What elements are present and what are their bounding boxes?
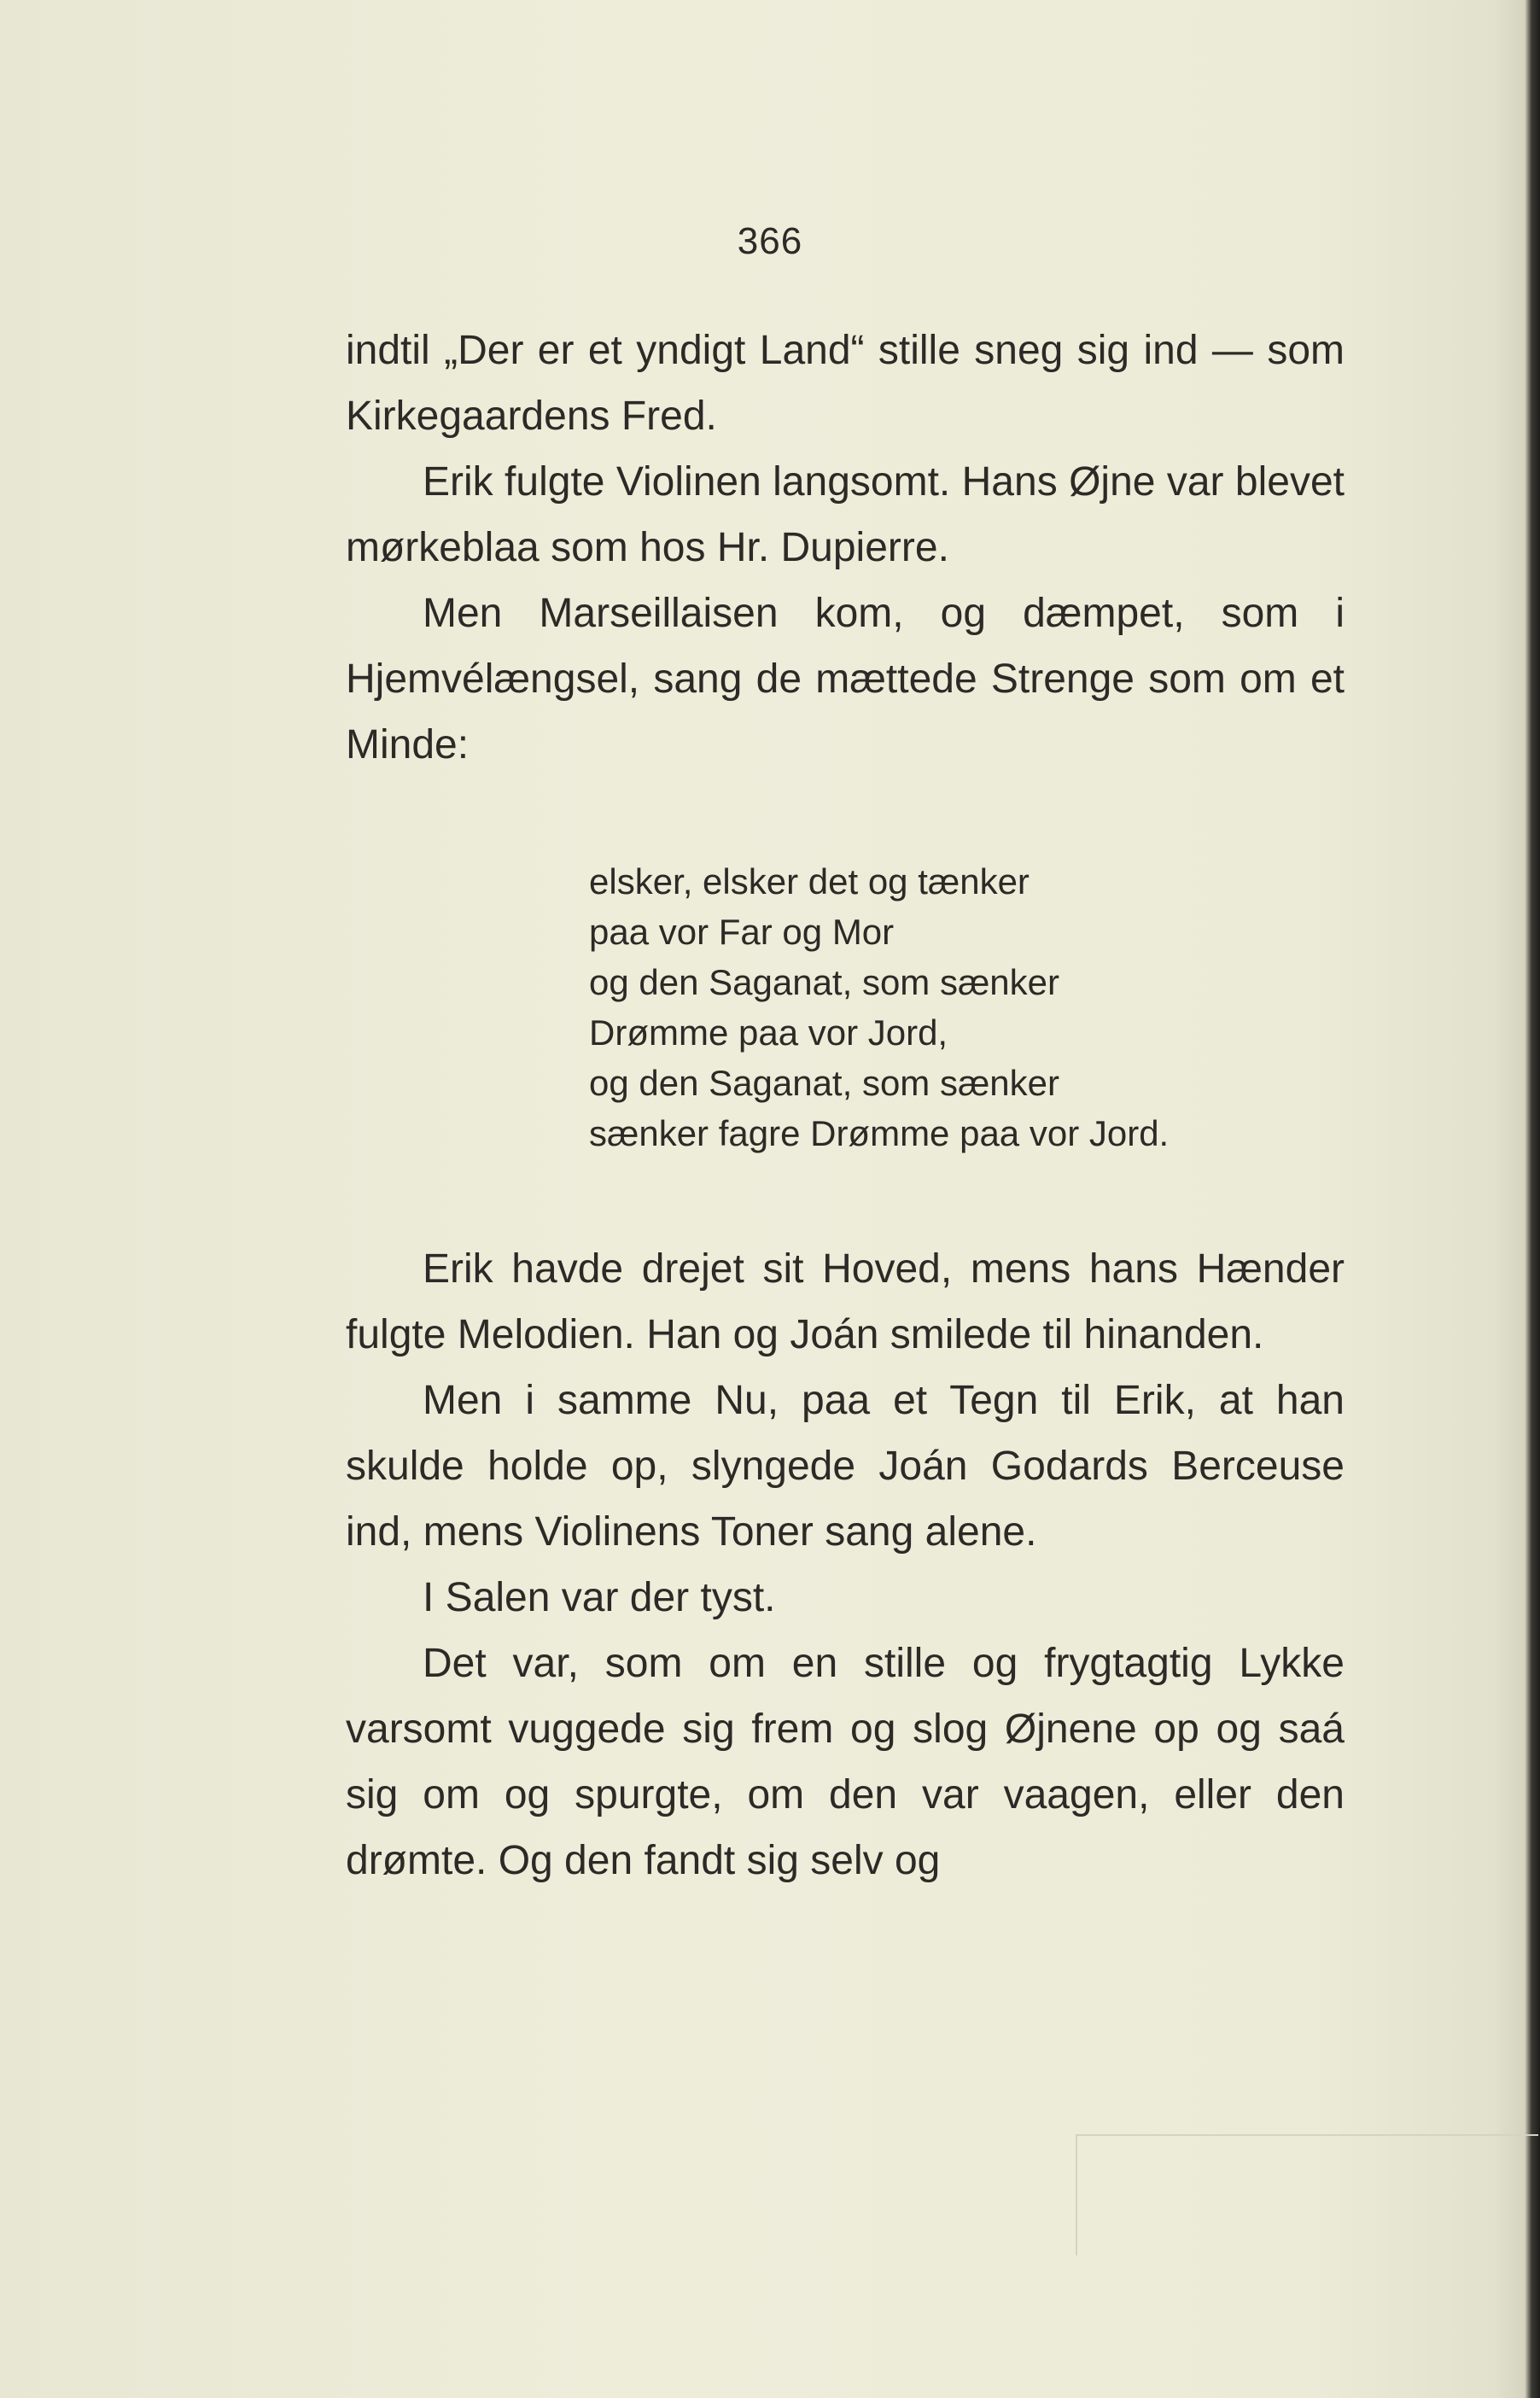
verse-line: og den Saganat, som sænker [589, 1063, 1060, 1103]
text-block-upper [346, 318, 1345, 778]
paragraph: Men Marseillaisen kom, og dæmpet, som i Hjemvélængsel, sang de mættede Strenge som om et Minde: [346, 591, 1345, 767]
verse-line: elsker, elsker det og tænker [589, 861, 1030, 901]
verse-line: paa vor Far og Mor [589, 912, 895, 952]
verse-quote [589, 856, 1315, 1158]
page-number: 366 [737, 220, 803, 262]
paragraph: I Salen var der tyst. [423, 1575, 776, 1620]
verse-line: Drømme paa vor Jord, [589, 1012, 948, 1053]
text-block-lower [346, 1236, 1345, 1893]
verse-line: sænker fagre Drømme paa vor Jord. [589, 1113, 1170, 1153]
paragraph: Det var, som om en stille og frygtagtig Lykke varsomt vuggede sig frem og slog Øjnene op og saá sig om og spurgte, om den var vaagen, eller den drømte. Og den fandt sig selv og [346, 1641, 1345, 1883]
paragraph: indtil „Der er et yndigt Land“ stille sneg sig ind — som Kirkegaardens Fred. [346, 328, 1345, 439]
verse-line: og den Saganat, som sænker [589, 962, 1060, 1002]
paragraph: Men i samme Nu, paa et Tegn til Erik, at han skulde holde op, slyngede Joán Godards Berceuse ind, mens Violinens Toner sang alene. [346, 1378, 1345, 1555]
paragraph: Erik havde drejet sit Hoved, mens hans Hænder fulgte Melodien. Han og Joán smilede til hinanden. [346, 1246, 1345, 1357]
paragraph: Erik fulgte Violinen langsomt. Hans Øjne var blevet mørkeblaa som hos Hr. Dupierre. [346, 459, 1345, 570]
plate-mark [1076, 2134, 1538, 2255]
page-edge-shadow [1525, 0, 1540, 2398]
